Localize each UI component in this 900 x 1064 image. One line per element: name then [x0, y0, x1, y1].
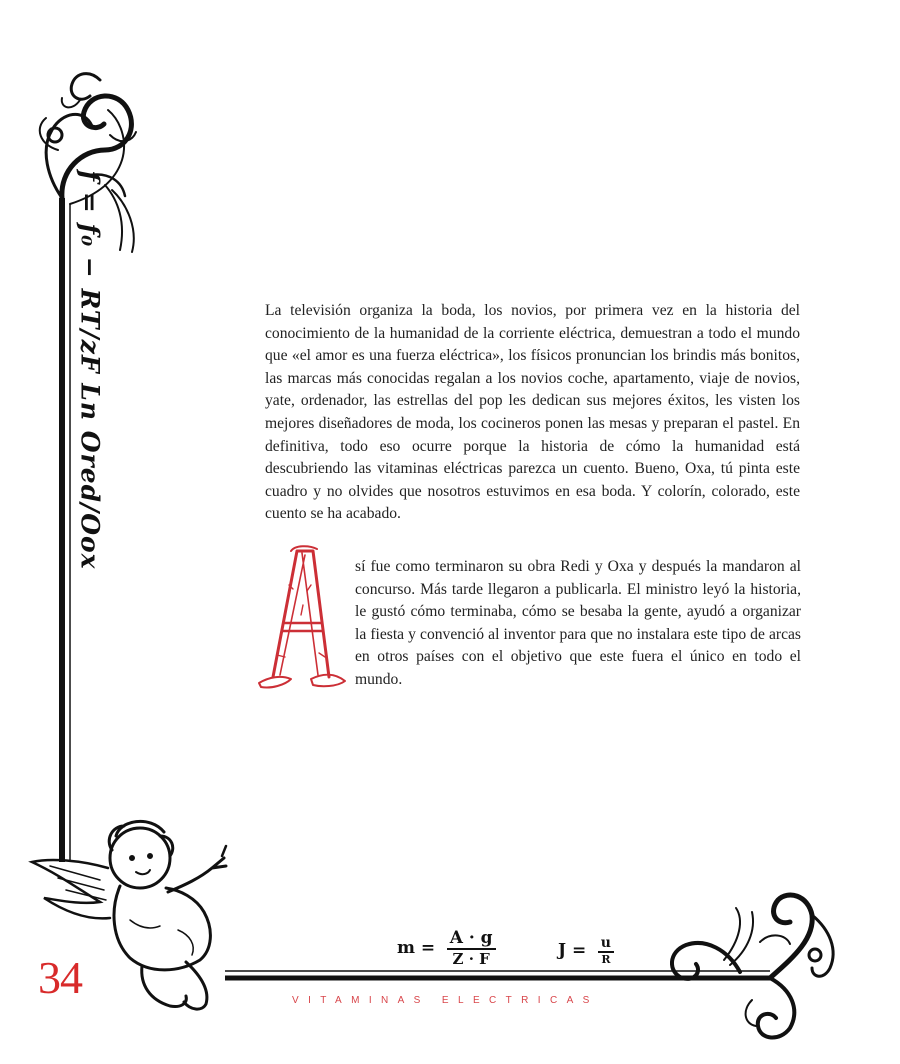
formula-current: J = $\frac{u}{R}$ [558, 935, 614, 966]
svg-text:A: A [255, 545, 256, 546]
formula-mass-fraction: $\frac{A \cdot g}{Z \cdot F}$ [447, 928, 496, 968]
formula-current-fraction: $\frac{u}{R}$ [598, 935, 614, 966]
vertical-nernst-formula: f = f₀ − RT/zF Ln Ored/Oox [75, 170, 105, 570]
bottom-right-flourish [672, 895, 833, 1038]
formula-mass: m = $\frac{A \cdot g}{Z \cdot F}$ [397, 928, 496, 968]
page-number: 34 [38, 952, 82, 1003]
body-paragraph-2: sí fue como terminaron su obra Redi y Oxa y después la mandaron al concurso. Más tarde llegaron a publicarla. El ministro leyó la historia, le gustó cómo terminaba, cómo se besaba la gente, ayudó a organizar la fiesta y convenció al inventor para que no instalara este tipo de arcas en otros países con el objetivo que este fuera el único en todo el mundo. [355, 558, 801, 688]
running-title: VITAMINAS ELECTRICAS [292, 995, 599, 1006]
drop-cap-letter-a [255, 545, 347, 695]
body-paragraph-1: La televisión organiza la boda, los novios, por primera vez en la historia del conocimiento de la humanidad de la corriente eléctrica, demuestran a todo el mundo que «el amor es una fuerza eléctrica», los físicos pronuncian los brindis más bonitos, las marcas más conocidas regalan a los novios coche, apartamento, viaje de novios, yate, ordenador, las estrellas del pop les dedican sus mejores éxitos, les visten los mejores diseñadores de moda, los cocineros ponen las mesas y preparan el pastel. En definitiva, todo eso ocurre porque la historia de cómo la humanidad está descubriendo las vitaminas eléctricas parezca un cuento. Bueno, Oxa, tú pinta este cuadro y no olvides que nosotros estuvimos en esa boda. Y colorín, colorado, este cuento se ha acabado. [265, 302, 800, 523]
